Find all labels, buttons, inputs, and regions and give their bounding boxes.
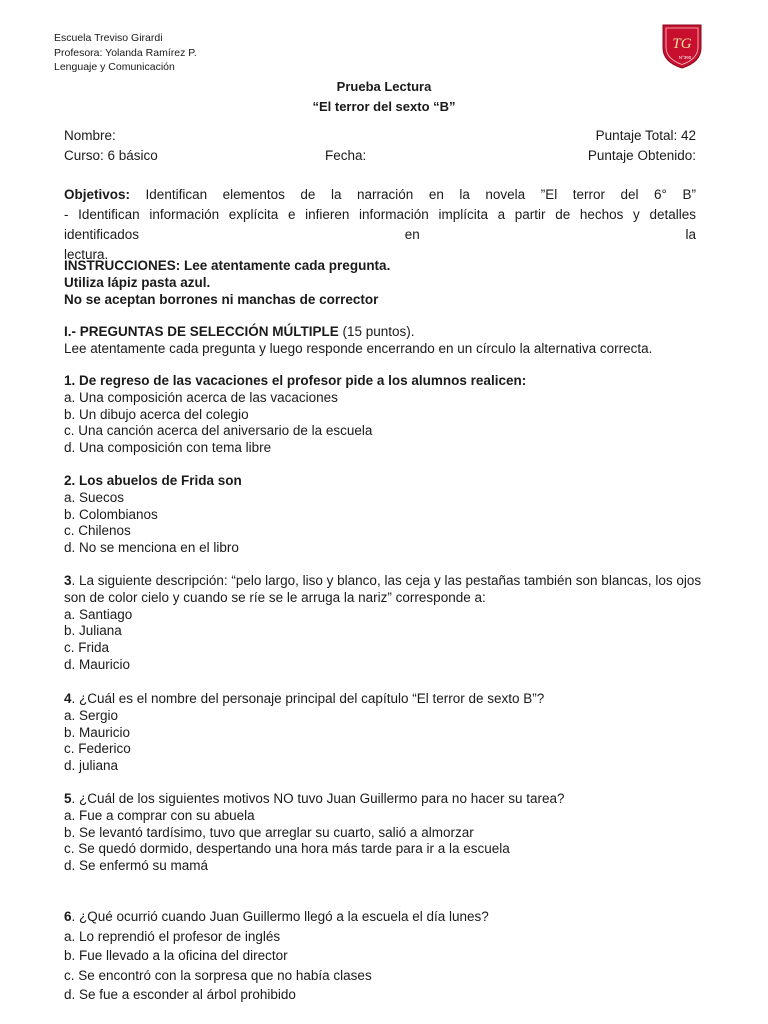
objectives — [64, 185, 696, 265]
question-stem: . ¿Cuál es el nombre del personaje principal del capítulo “El terror de sexto B”? — [71, 691, 545, 706]
puntaje-obtenido: Puntaje Obtenido: — [587, 148, 696, 163]
option-b: b. Juliana — [64, 623, 122, 639]
instruction-line2: Utiliza lápiz pasta azul. — [64, 275, 211, 290]
question-number: 2. — [64, 473, 76, 488]
question-4 — [64, 691, 704, 775]
objectives-label: Objetivos: — [64, 187, 131, 202]
nombre-field: Nombre: — [64, 128, 116, 143]
option-c: c. Se quedó dormido, despertando una hora más tarde para ir a la escuela — [64, 841, 510, 857]
book-title: “El terror del sexto “B” — [312, 99, 456, 114]
question-6 — [64, 907, 704, 1005]
school-crest-icon — [660, 22, 704, 70]
section-instruction: Lee atentamente cada pregunta y luego responde encerrando en un círculo la alternativa correcta. — [64, 341, 653, 356]
option-a: a. Fue a comprar con su abuela — [64, 807, 255, 823]
question-stem: . ¿Cuál de los siguientes motivos NO tuvo Juan Guillermo para no hacer su tarea? — [71, 791, 565, 806]
option-c: c. Frida — [64, 640, 110, 656]
option-b: b. Se levantó tardísimo, tuvo que arreglar su cuarto, salió a almorzar — [64, 824, 474, 840]
puntaje-total: Puntaje Total: 42 — [595, 128, 696, 143]
option-a: a. Una composición acerca de las vacaciones — [64, 389, 338, 405]
school-header — [54, 31, 197, 75]
option-b: b. Fue llevado a la oficina del director — [64, 948, 288, 963]
question-number: 1. — [64, 373, 76, 388]
option-b: b. Un dibujo acerca del colegio — [64, 406, 249, 422]
option-c: c. Se encontró con la sorpresa que no había clases — [64, 967, 372, 983]
option-c: c. Federico — [64, 741, 131, 757]
instructions — [64, 257, 390, 308]
option-c: c. Una canción acerca del aniversario de la escuela — [64, 423, 373, 439]
option-a: a. Santiago — [64, 606, 133, 622]
teacher-name: Profesora: Yolanda Ramírez P. — [54, 46, 197, 59]
fecha-field: Fecha: — [325, 148, 367, 163]
question-number: 3 — [64, 573, 72, 588]
option-d: d. Se fue a esconder al árbol prohibido — [64, 987, 296, 1002]
objectives-line3: lectura. — [64, 247, 109, 262]
instruction-line3: No se aceptan borrones ni manchas de corrector — [64, 292, 379, 307]
objectives-line1: Identifican elementos de la narración en la novela ”El terror del 6° B” — [145, 187, 696, 202]
option-a: a. Suecos — [64, 489, 125, 505]
question-5 — [64, 791, 704, 875]
question-stem: . La siguiente descripción: “pelo largo, liso y blanco, las ceja y las pestañas también son blancas, los ojos son de color cielo y cuando se ríe se le arruga la nariz” corresponde a: — [64, 573, 702, 605]
instruction-line1: INSTRUCCIONES: Lee atentamente cada pregunta. — [64, 258, 391, 273]
question-stem: De regreso de las vacaciones el profesor pide a los alumnos realicen: — [75, 373, 527, 388]
question-number: 6 — [64, 909, 72, 924]
question-stem: . ¿Qué ocurrió cuando Juan Guillermo llegó a la escuela el día lunes? — [71, 909, 489, 924]
crest-number: N°390 — [678, 55, 692, 60]
option-b: b. Colombianos — [64, 506, 158, 522]
question-stem: Los abuelos de Frida son — [75, 473, 242, 488]
option-a: a. Lo reprendió el profesor de inglés — [64, 928, 281, 944]
subject-name: Lenguaje y Comunicación — [54, 61, 175, 73]
crest-letters: TG — [672, 36, 692, 52]
option-b: b. Mauricio — [64, 724, 131, 740]
option-a: a. Sergio — [64, 707, 119, 723]
question-1 — [64, 373, 704, 457]
option-c: c. Chilenos — [64, 523, 131, 539]
option-d: d. No se menciona en el libro — [64, 540, 239, 556]
section-header — [64, 323, 704, 357]
option-d: d. Se enfermó su mamá — [64, 858, 209, 874]
question-3 — [64, 573, 704, 674]
section-title: I.- PREGUNTAS DE SELECCIÓN MÚLTIPLE — [64, 324, 339, 339]
option-d: d. Mauricio — [64, 656, 131, 672]
section-points: (15 puntos). — [338, 324, 415, 339]
question-number: 4 — [64, 691, 72, 706]
test-title: Prueba Lectura — [336, 79, 432, 94]
school-name: Escuela Treviso Girardi — [54, 32, 163, 44]
curso-field: Curso: 6 básico — [64, 148, 158, 163]
option-d: d. juliana — [64, 758, 119, 774]
option-d: d. Una composición con tema libre — [64, 440, 272, 456]
question-number: 5 — [64, 791, 72, 806]
question-2 — [64, 473, 704, 557]
objectives-line2: - Identifican información explícita e infieren información implícita a partir de hechos y detalles identificados en la — [64, 207, 696, 242]
